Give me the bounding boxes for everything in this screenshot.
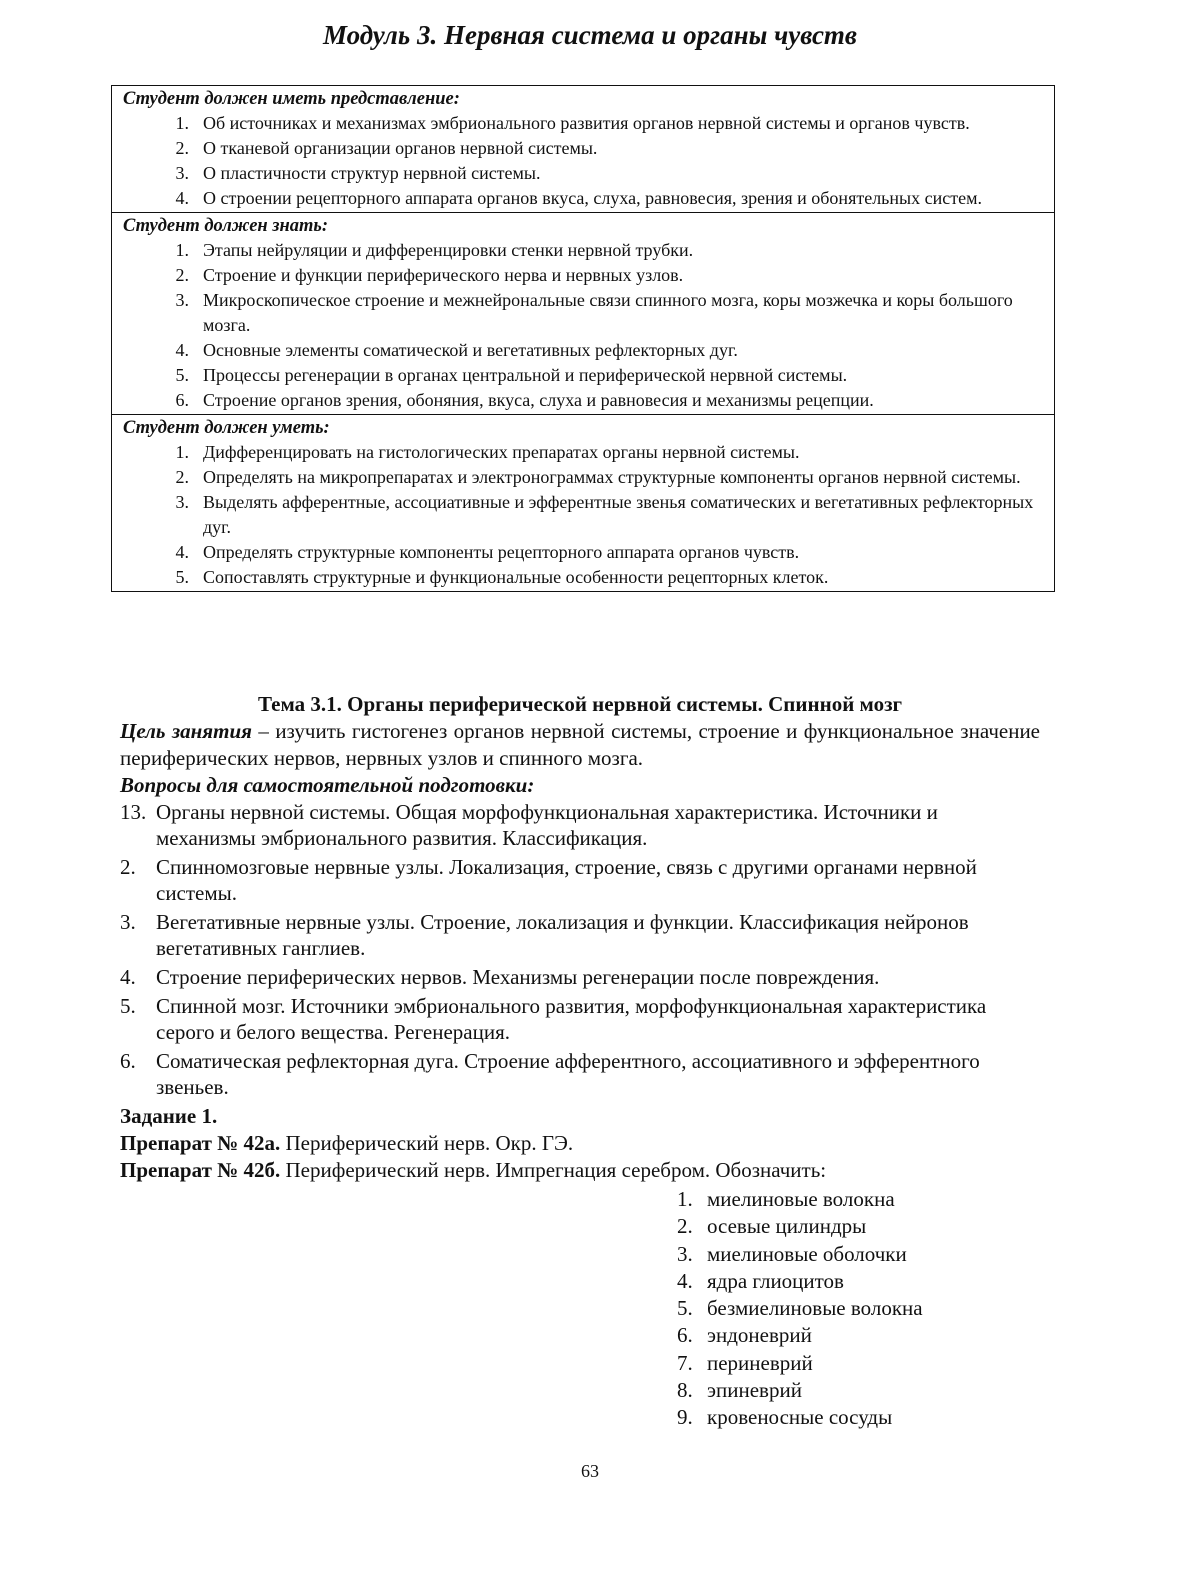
item-text: миелиновые волокна bbox=[707, 1187, 895, 1211]
preparation-text: Периферический нерв. Окр. ГЭ. bbox=[280, 1131, 574, 1155]
item-text: кровеносные сосуды bbox=[707, 1405, 893, 1430]
section-heading: Студент должен знать: bbox=[123, 216, 329, 236]
list-item bbox=[677, 1322, 1040, 1349]
list-item bbox=[123, 338, 1054, 363]
list-item bbox=[123, 388, 1054, 413]
item-text: О тканевой организации органов нервной системы. bbox=[203, 138, 598, 158]
preparation-label: Препарат № 42б. bbox=[120, 1158, 281, 1182]
goal-label: Цель занятия bbox=[120, 719, 252, 743]
item-number: 4. bbox=[677, 1268, 693, 1293]
list-item bbox=[677, 1350, 1040, 1377]
item-text: эпиневрий bbox=[707, 1378, 802, 1403]
list-item bbox=[123, 490, 1054, 540]
list-item bbox=[123, 288, 1054, 338]
item-text: Дифференцировать на гистологических препаратах органы нервной системы. bbox=[203, 442, 800, 462]
list-item bbox=[123, 263, 1054, 288]
item-text: Спинномозговые нервные узлы. Локализация, строение, связь с другими органами нервной системы. bbox=[156, 855, 977, 905]
lesson-goal bbox=[120, 718, 1040, 772]
list-item bbox=[123, 136, 1054, 161]
item-text: Соматическая рефлекторная дуга. Строение афферентного, ассоциативного и эфферентного звеньев. bbox=[156, 1049, 980, 1099]
item-number: 4. bbox=[120, 965, 136, 989]
item-number: 1. bbox=[175, 240, 189, 260]
item-number: 3. bbox=[175, 492, 189, 512]
item-text: Основные элементы соматической и вегетативных рефлекторных дуг. bbox=[203, 340, 738, 360]
item-text: Выделять афферентные, ассоциативные и эфферентные звенья соматических и вегетативных рефлекторных дуг. bbox=[203, 492, 1034, 537]
goal-text: – изучить гистогенез органов нервной системы, строение и функциональное значение периферических нервов, нервных узлов и спинного мозга. bbox=[120, 719, 1041, 770]
item-number: 4. bbox=[175, 188, 189, 208]
list-item bbox=[123, 363, 1054, 388]
item-text: Микроскопическое строение и межнейрональные связи спинного мозга, коры мозжечка и коры большого мозга. bbox=[203, 290, 1013, 335]
preparation-line bbox=[120, 1130, 1040, 1157]
item-number: 2. bbox=[175, 138, 189, 158]
questions-heading: Вопросы для самостоятельной подготовки: bbox=[120, 773, 535, 797]
list-item bbox=[123, 565, 1054, 590]
list-item bbox=[677, 1295, 1040, 1322]
objectives-list bbox=[123, 238, 1054, 413]
item-text: ядра глиоцитов bbox=[707, 1268, 844, 1293]
list-item bbox=[123, 465, 1054, 490]
list-item bbox=[120, 1048, 1040, 1100]
item-number: 2. bbox=[175, 265, 189, 285]
list-item bbox=[120, 993, 1040, 1045]
preparation-label: Препарат № 42а. bbox=[120, 1131, 281, 1155]
preparation-text: Периферический нерв. Импрегнация серебром. Обозначить: bbox=[280, 1158, 827, 1182]
item-number: 2. bbox=[175, 467, 189, 487]
item-number: 3. bbox=[120, 910, 136, 934]
item-number: 6. bbox=[175, 390, 189, 410]
item-number: 13. bbox=[120, 800, 147, 824]
item-text: О пластичности структур нервной системы. bbox=[203, 163, 541, 183]
item-number: 4. bbox=[175, 542, 189, 562]
item-number: 6. bbox=[120, 1049, 136, 1073]
objectives-know-section bbox=[112, 213, 1054, 415]
item-text: эндоневрий bbox=[707, 1323, 812, 1348]
objectives-list bbox=[123, 111, 1054, 211]
item-text: периневрий bbox=[707, 1350, 813, 1375]
item-text: Строение и функции периферического нерва и нервных узлов. bbox=[203, 265, 684, 285]
list-item bbox=[120, 854, 1040, 906]
item-text: Этапы нейруляции и дифференцировки стенки нервной трубки. bbox=[203, 240, 694, 260]
list-item bbox=[123, 440, 1054, 465]
item-number: 3. bbox=[175, 163, 189, 183]
list-item bbox=[120, 964, 1040, 990]
objectives-representation-section bbox=[112, 86, 1054, 213]
module-title: Модуль 3. Нервная система и органы чувств bbox=[322, 20, 857, 50]
item-number: 8. bbox=[677, 1378, 693, 1403]
item-number: 4. bbox=[175, 340, 189, 360]
item-text: Процессы регенерации в органах центральной и периферической нервной системы. bbox=[203, 365, 848, 385]
topic-title: Тема 3.1. Органы периферической нервной системы. Спинной мозг bbox=[257, 692, 903, 716]
item-text: Строение органов зрения, обоняния, вкуса, слуха и равновесия и механизмы рецепции. bbox=[203, 390, 874, 410]
task-heading: Задание 1. bbox=[120, 1104, 218, 1128]
item-number: 5. bbox=[677, 1296, 693, 1321]
list-item bbox=[123, 111, 1054, 136]
list-item bbox=[677, 1186, 1040, 1213]
list-item bbox=[677, 1213, 1040, 1240]
item-number: 1. bbox=[175, 442, 189, 462]
item-number: 6. bbox=[677, 1323, 693, 1348]
list-item bbox=[123, 540, 1054, 565]
marking-list bbox=[677, 1186, 1040, 1432]
list-item bbox=[677, 1377, 1040, 1404]
list-item bbox=[123, 238, 1054, 263]
objectives-list bbox=[123, 440, 1054, 590]
list-item bbox=[123, 186, 1054, 211]
item-number: 9. bbox=[677, 1405, 693, 1430]
objectives-skills-section bbox=[112, 415, 1054, 591]
item-number: 5. bbox=[175, 365, 189, 385]
item-text: безмиелиновые волокна bbox=[707, 1296, 923, 1321]
section-heading: Студент должен уметь: bbox=[123, 418, 330, 438]
item-text: миелиновые оболочки bbox=[707, 1241, 907, 1266]
item-number: 2. bbox=[677, 1214, 693, 1239]
item-text: осевые цилиндры bbox=[707, 1214, 867, 1239]
section-heading: Студент должен иметь представление: bbox=[123, 89, 460, 109]
item-number: 3. bbox=[677, 1241, 693, 1266]
list-item bbox=[677, 1404, 1040, 1431]
item-text: Строение периферических нервов. Механизмы регенерации после повреждения. bbox=[156, 965, 880, 989]
list-item bbox=[120, 909, 1040, 961]
item-number: 5. bbox=[120, 994, 136, 1018]
item-number: 3. bbox=[175, 290, 189, 310]
item-text: Об источниках и механизмах эмбрионального развития органов нервной системы и органов чувств. bbox=[203, 113, 970, 133]
list-item bbox=[123, 161, 1054, 186]
preparation-line bbox=[120, 1157, 1040, 1184]
item-text: Спинной мозг. Источники эмбрионального развития, морфофункциональная характеристика серого и белого вещества. Регенерация. bbox=[156, 994, 987, 1044]
questions-list bbox=[120, 799, 1040, 1100]
item-text: Определять структурные компоненты рецепторного аппарата органов чувств. bbox=[203, 542, 800, 562]
learning-objectives-box bbox=[111, 85, 1055, 592]
topic-section bbox=[120, 690, 1040, 1432]
item-number: 1. bbox=[175, 113, 189, 133]
page-number: 63 bbox=[581, 1461, 599, 1481]
item-text: Определять на микропрепаратах и электронограммах структурные компоненты органов нервной системы. bbox=[203, 467, 1021, 487]
item-number: 7. bbox=[677, 1350, 693, 1375]
item-number: 5. bbox=[175, 567, 189, 587]
item-text: Органы нервной системы. Общая морфофункциональная характеристика. Источники и механизмы эмбрионального развития. Классификация. bbox=[156, 800, 938, 850]
list-item bbox=[120, 799, 1040, 851]
item-number: 1. bbox=[677, 1187, 693, 1211]
list-item bbox=[677, 1241, 1040, 1268]
list-item bbox=[677, 1268, 1040, 1295]
item-text: Сопоставлять структурные и функциональные особенности рецепторных клеток. bbox=[203, 567, 829, 587]
item-number: 2. bbox=[120, 855, 136, 879]
item-text: Вегетативные нервные узлы. Строение, локализация и функции. Классификация нейронов вегетативных ганглиев. bbox=[156, 910, 969, 960]
item-text: О строении рецепторного аппарата органов вкуса, слуха, равновесия, зрения и обонятельных систем. bbox=[203, 188, 982, 208]
